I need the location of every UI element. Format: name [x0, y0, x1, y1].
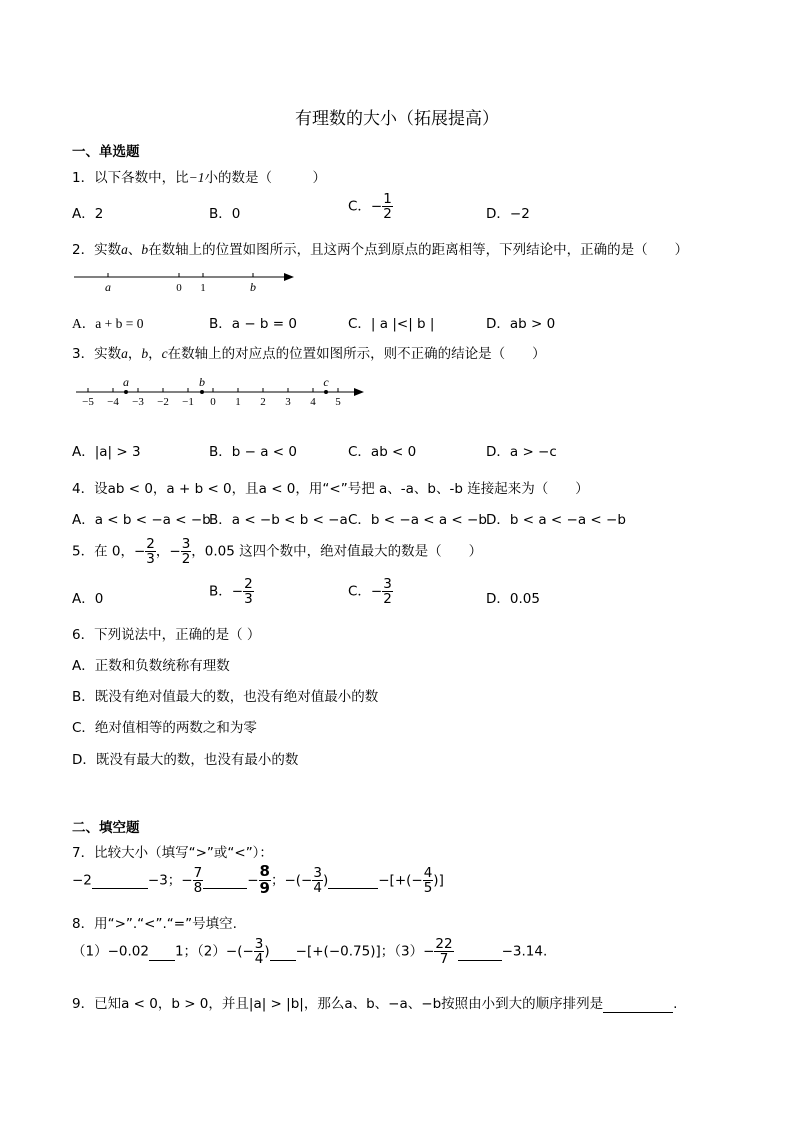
- question-5-option-a: A．0: [72, 591, 104, 607]
- axis-tick-label: 0: [210, 396, 216, 408]
- question-6-stem: 6．下列说法中，正确的是（ ）: [72, 627, 261, 643]
- point-label-a: a: [123, 375, 129, 389]
- question-2-option-c: C．| a |<| b |: [348, 316, 435, 332]
- answer-blank[interactable]: [458, 944, 502, 961]
- number-line-q2: [72, 266, 302, 296]
- axis-tick-label: 3: [285, 396, 291, 408]
- question-2-option-b: B．a − b = 0: [209, 316, 297, 332]
- fraction: $\frac{3}{4}$: [254, 936, 264, 968]
- axis-label-b: b: [250, 280, 256, 294]
- question-1-stem: 1．以下各数中，比−1小的数是（ ）: [72, 170, 326, 186]
- question-8-stem: 8．用“>”.“<”.“=”号填空.: [72, 916, 237, 932]
- answer-blank[interactable]: [92, 872, 148, 889]
- point-c: [324, 390, 328, 394]
- question-3-option-a: A．|a| > 3: [72, 444, 141, 460]
- fraction: $\frac{1}{2}$: [383, 191, 392, 223]
- question-1-option-d: D．−2: [486, 206, 530, 222]
- fraction: $\frac{3}{2}$: [181, 536, 191, 568]
- axis-tick-label: −3: [132, 396, 144, 408]
- question-9-stem: 9．已知a < 0，b > 0，并且|a| > |b|，那么a、b、−a、−b按照由小到大的顺序排列是 .: [72, 996, 678, 1012]
- point-a: [124, 390, 128, 394]
- question-6-option-b: B．既没有绝对值最大的数，也没有绝对值最小的数: [72, 689, 379, 705]
- question-6-option-a: A．正数和负数统称有理数: [72, 658, 230, 674]
- question-4-stem: 4．设ab < 0，a + b < 0，且a < 0，用“<”号把 a、-a、b、-b 连接起来为（ ）: [72, 481, 589, 497]
- question-7-body: −2 −3；− $\frac{7}{8}$ − $\frac{8}{9}$ ；−(− $\frac{3}{4}$ ) −[+(− $\frac{4}{5}$ )]: [72, 862, 444, 897]
- section-heading-fill-blank: 二、填空题: [72, 820, 140, 836]
- axis-label-1: 1: [200, 282, 206, 294]
- question-1-option-a: A．2: [72, 206, 104, 222]
- question-6-option-d: D．既没有最大的数，也没有最小的数: [72, 752, 299, 768]
- question-4-option-d: D．b < a < −a < −b: [486, 512, 626, 528]
- question-2-option-d: D．ab > 0: [486, 316, 556, 332]
- question-7-stem: 7．比较大小（填写“>”或“<”）：: [72, 845, 273, 861]
- answer-blank[interactable]: [270, 944, 296, 961]
- question-4-option-b: B．a < −b < b < −a: [209, 512, 348, 528]
- point-label-c: c: [323, 375, 329, 389]
- point-label-b: b: [199, 375, 205, 389]
- axis-label-a: a: [105, 280, 111, 294]
- axis-label-0: 0: [176, 282, 182, 294]
- axis-tick-label: 4: [310, 396, 316, 408]
- number-line-q3: [72, 372, 372, 410]
- fraction: $\frac{2}{3}$: [146, 536, 155, 568]
- question-5-option-d: D．0.05: [486, 591, 540, 607]
- axis-tick-label: −2: [157, 396, 169, 408]
- answer-blank[interactable]: [328, 872, 378, 889]
- question-5-option-c: C．− $\frac{3}{2}$: [348, 576, 392, 608]
- answer-blank[interactable]: [203, 872, 247, 889]
- question-3-stem: 3．实数a，b，c在数轴上的对应点的位置如图所示，则不正确的结论是（ ）: [72, 346, 546, 362]
- axis-tick-label: −5: [82, 396, 94, 408]
- answer-blank[interactable]: [603, 996, 673, 1013]
- question-2-option-a: A．a + b = 0: [72, 316, 144, 331]
- axis-tick-label: −4: [107, 396, 119, 408]
- question-2-stem: 2．实数a、b在数轴上的位置如图所示，且这两个点到原点的距离相等，下列结论中，正确的是（ ）: [72, 242, 689, 258]
- fraction: $\frac{3}{2}$: [383, 576, 392, 608]
- question-3-option-d: D．a > −c: [486, 444, 557, 460]
- page-title: 有理数的大小（拓展提高）: [295, 109, 499, 129]
- question-8-body: （1）−0.02 1；（2）−(− $\frac{3}{4}$ ) −[+(−0.75)]；（3）− $\frac{22}{7}$ −3.14.: [72, 936, 548, 968]
- question-4-option-c: C．b < −a < a < −b: [348, 512, 487, 528]
- fraction: $\frac{4}{5}$: [423, 864, 433, 896]
- fraction: $\frac{3}{4}$: [313, 864, 322, 896]
- question-5-option-b: B．− $\frac{2}{3}$: [209, 576, 253, 608]
- question-3-option-c: C．ab < 0: [348, 444, 417, 460]
- axis-tick-label: 1: [235, 396, 241, 408]
- question-3-option-b: B．b − a < 0: [209, 444, 297, 460]
- question-1-option-b: B．0: [209, 206, 241, 222]
- axis-tick-label: −1: [182, 396, 194, 408]
- fraction: $\frac{2}{3}$: [244, 576, 253, 608]
- point-b: [200, 390, 204, 394]
- question-5-stem: 5．在 0，− $\frac{2}{3}$ ，− $\frac{3}{2}$ ，0.05 这四个数中，绝对值最大的数是（ ）: [72, 536, 483, 568]
- answer-blank[interactable]: [149, 944, 175, 961]
- question-6-option-c: C．绝对值相等的两数之和为零: [72, 720, 257, 736]
- question-1-option-c: C．− $\frac{1}{2}$: [348, 191, 392, 223]
- fraction: $\frac{22}{7}$: [435, 936, 453, 968]
- axis-tick-label: 5: [335, 396, 341, 408]
- axis-tick-label: 2: [260, 396, 266, 408]
- section-heading-single-choice: 一、单选题: [72, 144, 140, 160]
- fraction: $\frac{7}{8}$: [193, 864, 203, 896]
- question-4-option-a: A．a < b < −a < −b: [72, 512, 211, 528]
- fraction: $\frac{8}{9}$: [259, 862, 270, 897]
